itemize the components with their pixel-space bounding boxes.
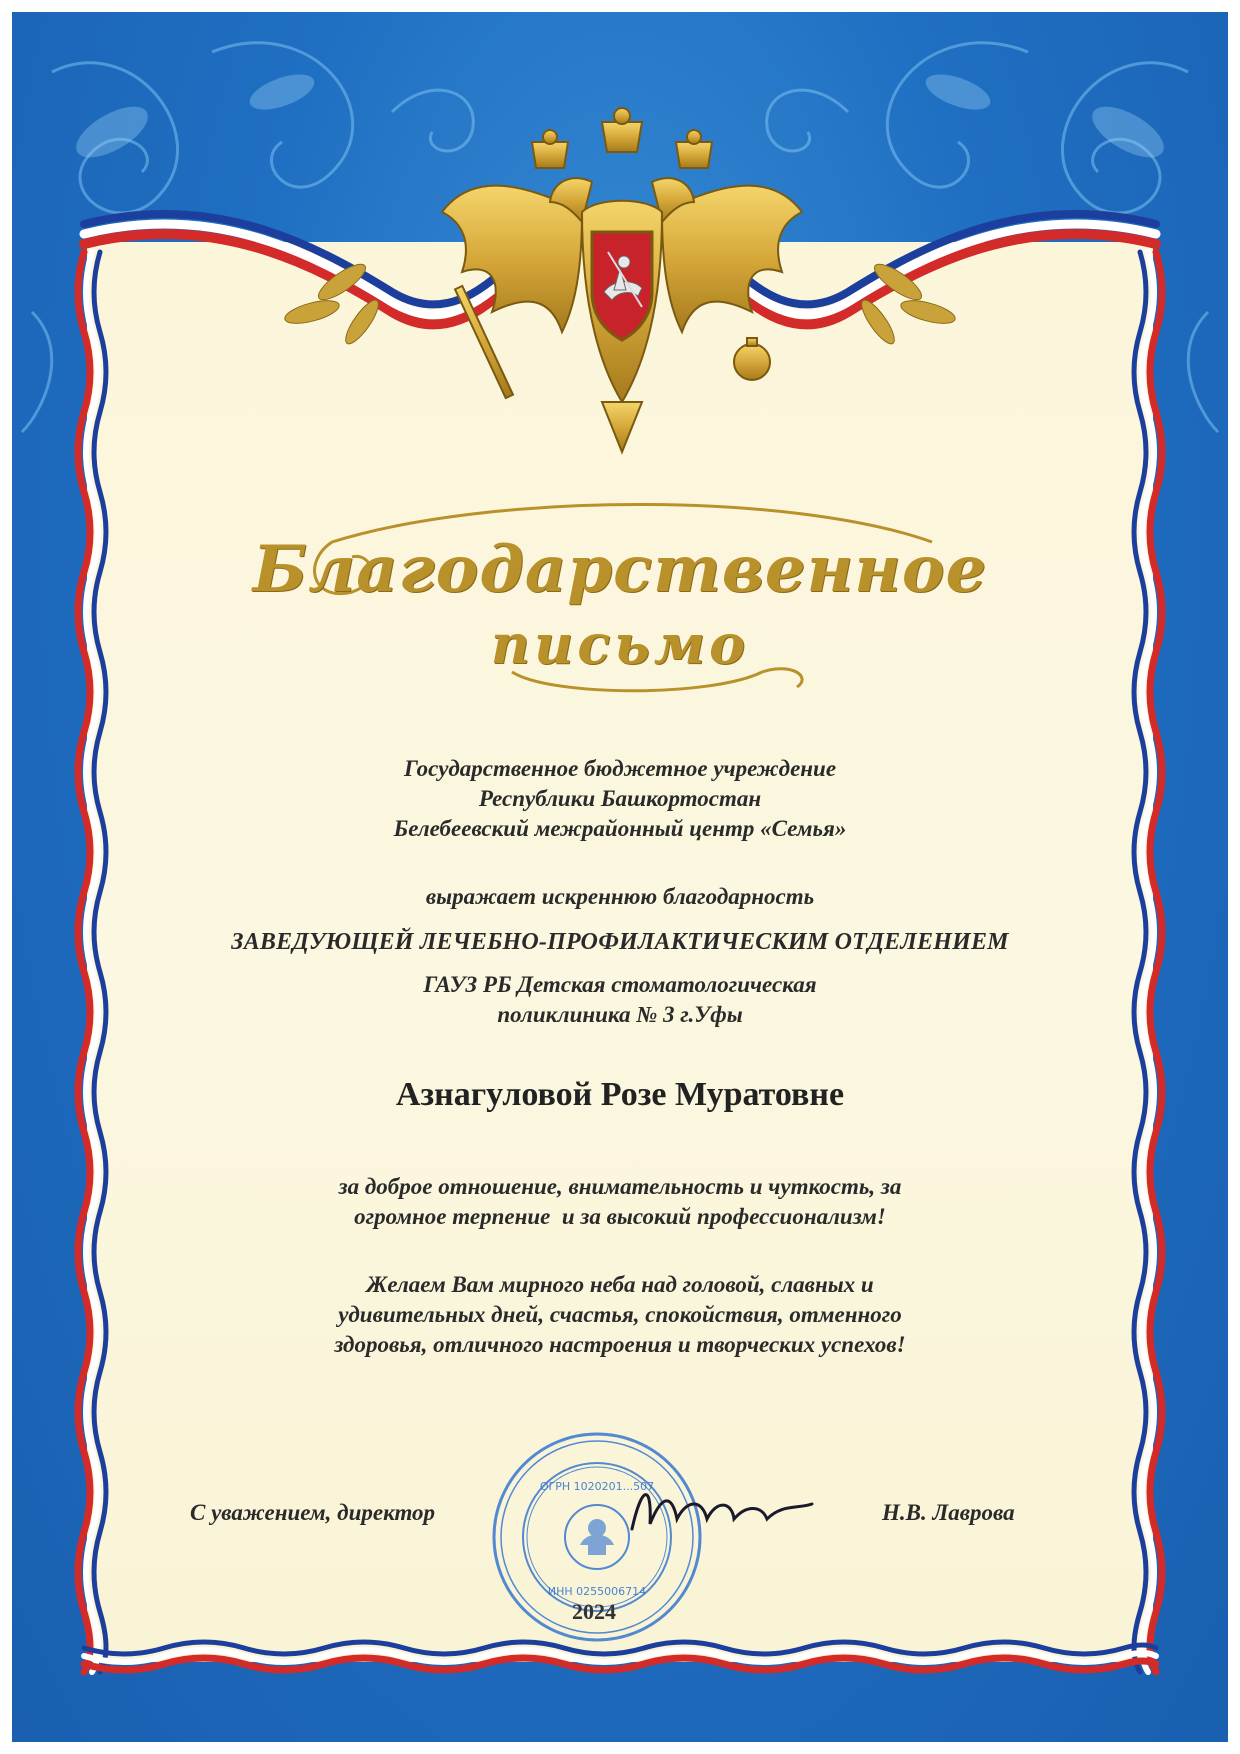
gratitude-reason xyxy=(12,1172,1228,1232)
certificate-subtitle: письмо xyxy=(490,612,750,676)
issuing-organization xyxy=(12,754,1228,844)
stamp-ogrn: ОГРН 1020201...507 xyxy=(539,1480,655,1493)
recipient-name: Азнагуловой Розе Муратовне xyxy=(395,1076,845,1113)
certificate-title: Благодарственное xyxy=(252,532,988,607)
coat-of-arms-icon xyxy=(432,102,812,482)
stamp-year: 2024 xyxy=(572,1599,616,1624)
closing-phrase: С уважением, директор xyxy=(190,1500,436,1525)
gratitude-statement: выражает искреннюю благодарность xyxy=(425,884,815,909)
organization-line: Республики Башкортостан xyxy=(478,786,762,811)
certificate-frame xyxy=(12,12,1228,1742)
wishes-line: Желаем Вам мирного неба над головой, славных и xyxy=(366,1272,874,1297)
wishes-line: здоровья, отличного настроения и творческих успехов! xyxy=(334,1332,906,1357)
organization-line: Белебеевский межрайонный центр «Семья» xyxy=(393,816,847,841)
director-name: Н.В. Лаврова xyxy=(882,1500,1015,1525)
organization-line: Государственное бюджетное учреждение xyxy=(403,756,837,781)
recipient-workplace xyxy=(12,970,1228,1030)
signature-icon xyxy=(622,1474,822,1544)
wishes-paragraph xyxy=(12,1270,1228,1360)
stamp-inn: ИНН 0255006714 xyxy=(547,1585,647,1598)
reason-line: за доброе отношение, внимательность и чуткость, за xyxy=(338,1174,902,1199)
workplace-line: поликлиника № 3 г.Уфы xyxy=(497,1002,743,1027)
workplace-line: ГАУЗ РБ Детская стоматологическая xyxy=(423,972,817,997)
wishes-line: удивительных дней, счастья, спокойствия, отменного xyxy=(338,1302,902,1327)
reason-line: огромное терпение и за высокий профессионализм! xyxy=(354,1204,886,1229)
recipient-position: ЗАВЕДУЮЩЕЙ ЛЕЧЕБНО-ПРОФИЛАКТИЧЕСКИМ ОТДЕЛЕНИЕМ xyxy=(231,929,1009,955)
